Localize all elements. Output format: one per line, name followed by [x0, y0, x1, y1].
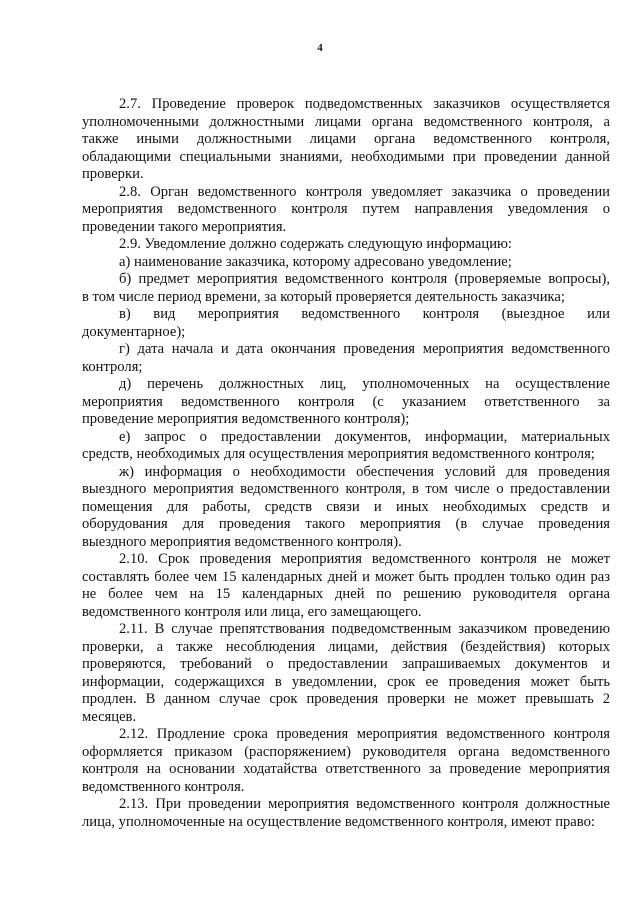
text-line: е) запрос о предоставлении документов, информации, материальных	[119, 428, 610, 445]
text-line: в том числе период времени, за который проверяется деятельность заказчика;	[82, 288, 565, 305]
text-line: выездного мероприятия ведомственного контроля, в том числе о предоставлении	[82, 481, 610, 497]
text-line: месяцев.	[82, 708, 137, 725]
text-line: оборудования для проведения такого мероприятия (в случае проведения	[82, 516, 610, 532]
text-line: 2.10. Срок проведения мероприятия ведомственного контроля не может	[119, 551, 610, 567]
text-line: ведомственного контроля или лица, его замещающего.	[82, 603, 422, 620]
text-line: 2.12. Продление срока проведения мероприятия ведомственного контроля	[119, 726, 610, 742]
text-line: информации, содержащихся в уведомлении, срок ее проведения может быть	[82, 673, 610, 690]
text-line: проведении такого мероприятия.	[82, 218, 287, 235]
text-line: проверки, а также несоблюдения лицами, действия (бездействия) которых	[82, 638, 610, 655]
text-line: уполномоченными должностными лицами органа ведомственного контроля, а	[82, 113, 610, 130]
page-number: 4	[317, 42, 323, 54]
text-line: а) наименование заказчика, которому адресовано уведомление;	[119, 253, 512, 270]
text-line: 2.9. Уведомление должно содержать следующую информацию:	[119, 236, 512, 252]
text-line: в) вид мероприятия ведомственного контроля (выездное или	[119, 306, 610, 322]
text-line: проверяются, требований о предоставлении запрашиваемых документов и	[82, 656, 610, 672]
text-line: помещения для работы, средств связи и иных необходимых средств и	[82, 498, 610, 515]
text-line: контроля на основании ходатайства ответственного за проведение мероприятия	[82, 761, 610, 777]
text-line: 2.7. Проведение проверок подведомственных заказчиков осуществляется	[119, 96, 610, 112]
text-line: б) предмет мероприятия ведомственного контроля (проверяемые вопросы),	[119, 271, 610, 287]
text-line: мероприятия ведомственного контроля путем направления уведомления о	[82, 201, 610, 217]
text-line: оформляется приказом (распоряжением) руководителя органа ведомственного	[82, 743, 610, 760]
text-line: 2.13. При проведении мероприятия ведомственного контроля должностные	[119, 796, 610, 812]
text-line: средств, необходимых для осуществления мероприятия ведомственного контроля;	[82, 446, 595, 462]
text-line: г) дата начала и дата окончания проведения мероприятия ведомственного	[119, 341, 610, 357]
text-line: проведение мероприятия ведомственного контроля);	[82, 411, 410, 427]
text-line: продлен. В данном случае срок проведения проверки не может превышать 2	[82, 691, 610, 707]
text-line: проверки.	[82, 166, 144, 182]
text-line: мероприятия ведомственного контроля (с указанием ответственного за	[82, 393, 610, 410]
text-line: 2.8. Орган ведомственного контроля уведомляет заказчика о проведении	[119, 183, 610, 200]
text-line: контроля;	[82, 358, 143, 375]
text-line: также иными должностными лицами органа ведомственного контроля,	[82, 131, 610, 147]
text-line: д) перечень должностных лиц, уполномоченных на осуществление	[119, 376, 610, 392]
text-line: ж) информация о необходимости обеспечения условий для проведения	[119, 463, 610, 480]
document-body	[82, 96, 610, 831]
text-line: 2.11. В случае препятствования подведомственным заказчиком проведению	[119, 621, 610, 637]
text-line: обладающими специальными знаниями, необходимыми при проведении данной	[82, 148, 610, 165]
text-line: составлять более чем 15 календарных дней и может быть продлен только один раз	[82, 568, 610, 585]
text-line: лица, уполномоченные на осуществление ведомственного контроля, имеют право:	[82, 813, 595, 830]
text-line: документарное);	[82, 323, 186, 340]
text-line: ведомственного контроля.	[82, 778, 245, 795]
text-line: выездного мероприятия ведомственного контроля).	[82, 533, 402, 550]
text-line: не более чем на 15 календарных дней по решению руководителя органа	[82, 586, 610, 602]
